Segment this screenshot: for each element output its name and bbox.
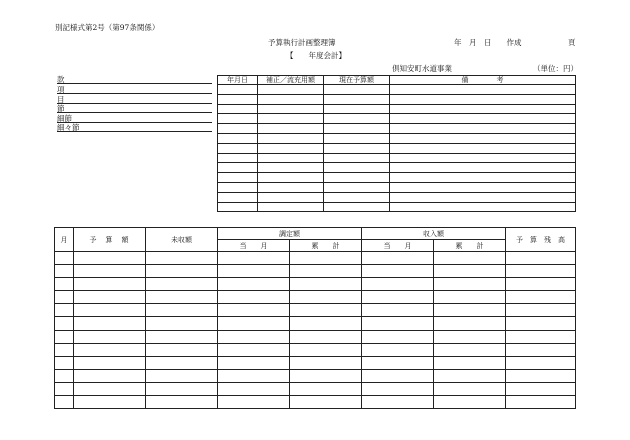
table-row	[218, 143, 576, 153]
table-row	[218, 153, 576, 163]
table-cell[interactable]	[218, 192, 258, 202]
table-cell[interactable]	[55, 304, 74, 317]
table-cell[interactable]	[146, 291, 218, 304]
table-cell[interactable]	[146, 278, 218, 291]
table-cell[interactable]	[218, 173, 258, 183]
table-cell[interactable]	[390, 133, 576, 143]
table-row	[218, 163, 576, 173]
assessed-current-month: 当 月	[218, 240, 290, 252]
table-cell[interactable]	[218, 114, 258, 124]
table-cell[interactable]	[146, 382, 218, 395]
table-cell[interactable]	[74, 356, 146, 369]
lower-header-row-1	[55, 228, 576, 240]
table-cell[interactable]	[434, 304, 506, 317]
document-title: 予算執行計画整理簿	[268, 38, 336, 47]
table-cell[interactable]	[74, 343, 146, 356]
received-current-month: 当 月	[362, 240, 434, 252]
table-cell[interactable]	[74, 317, 146, 330]
table-cell[interactable]	[258, 202, 324, 212]
col-adjustment: 補正／流充用額	[258, 76, 324, 85]
table-cell[interactable]	[390, 85, 576, 95]
table-row	[218, 85, 576, 95]
category-saisaisetsu: 細々節	[57, 123, 212, 132]
table-cell[interactable]	[324, 192, 390, 202]
table-cell[interactable]	[74, 265, 146, 278]
table-cell[interactable]	[258, 85, 324, 95]
table-cell[interactable]	[55, 291, 74, 304]
table-cell[interactable]	[324, 182, 390, 192]
table-cell[interactable]	[434, 291, 506, 304]
fiscal-account: 【 年度会計】	[286, 51, 346, 60]
table-cell[interactable]	[218, 317, 290, 330]
table-cell[interactable]	[218, 265, 290, 278]
table-cell[interactable]	[290, 369, 362, 382]
table-cell[interactable]	[74, 252, 146, 265]
table-cell[interactable]	[218, 382, 290, 395]
table-row	[218, 124, 576, 134]
upper-table	[217, 75, 576, 212]
col-received: 収入額	[362, 228, 506, 240]
table-cell[interactable]	[506, 291, 576, 304]
table-cell[interactable]	[506, 382, 576, 395]
table-cell[interactable]	[218, 278, 290, 291]
table-cell[interactable]	[390, 202, 576, 212]
col-uncollected: 未収額	[146, 228, 218, 252]
table-cell[interactable]	[146, 356, 218, 369]
table-cell[interactable]	[218, 304, 290, 317]
table-cell[interactable]	[324, 124, 390, 134]
table-cell[interactable]	[74, 278, 146, 291]
table-cell[interactable]	[218, 104, 258, 114]
table-cell[interactable]	[218, 356, 290, 369]
table-cell[interactable]	[146, 317, 218, 330]
table-cell[interactable]	[290, 304, 362, 317]
table-cell[interactable]	[390, 173, 576, 183]
table-cell[interactable]	[218, 85, 258, 95]
page-label: 頁	[568, 38, 576, 47]
table-cell[interactable]	[74, 291, 146, 304]
table-cell[interactable]	[258, 192, 324, 202]
table-cell[interactable]	[434, 278, 506, 291]
table-row	[55, 396, 576, 409]
table-cell[interactable]	[290, 252, 362, 265]
table-cell[interactable]	[362, 396, 434, 409]
table-cell[interactable]	[218, 396, 290, 409]
table-cell[interactable]	[258, 182, 324, 192]
table-row	[55, 291, 576, 304]
table-cell[interactable]	[506, 396, 576, 409]
table-cell[interactable]	[218, 153, 258, 163]
table-cell[interactable]	[390, 163, 576, 173]
table-cell[interactable]	[324, 163, 390, 173]
table-cell[interactable]	[146, 252, 218, 265]
table-row	[55, 369, 576, 382]
col-current-budget: 現在予算額	[324, 76, 390, 85]
table-cell[interactable]	[218, 124, 258, 134]
table-row	[218, 104, 576, 114]
table-cell[interactable]	[258, 104, 324, 114]
table-cell[interactable]	[362, 369, 434, 382]
table-cell[interactable]	[434, 382, 506, 395]
table-cell[interactable]	[74, 330, 146, 343]
table-cell[interactable]	[258, 163, 324, 173]
form-label: 別記様式第2号（第97条関係）	[55, 23, 160, 32]
category-kou: 項	[57, 85, 212, 94]
table-cell[interactable]	[362, 343, 434, 356]
table-cell[interactable]	[218, 369, 290, 382]
table-row	[55, 278, 576, 291]
table-cell[interactable]	[146, 343, 218, 356]
table-cell[interactable]	[146, 304, 218, 317]
table-row	[218, 133, 576, 143]
table-cell[interactable]	[506, 343, 576, 356]
table-cell[interactable]	[258, 173, 324, 183]
table-cell[interactable]	[390, 182, 576, 192]
table-row	[55, 382, 576, 395]
table-row	[218, 94, 576, 104]
table-cell[interactable]	[55, 252, 74, 265]
table-cell[interactable]	[324, 85, 390, 95]
table-cell[interactable]	[146, 330, 218, 343]
col-balance: 予 算 残 高	[506, 228, 576, 252]
table-cell[interactable]	[434, 356, 506, 369]
table-row	[55, 265, 576, 278]
col-date: 年月日	[218, 76, 258, 85]
table-cell[interactable]	[218, 163, 258, 173]
table-cell[interactable]	[434, 252, 506, 265]
table-cell[interactable]	[290, 265, 362, 278]
table-cell[interactable]	[324, 114, 390, 124]
table-cell[interactable]	[362, 291, 434, 304]
table-cell[interactable]	[55, 265, 74, 278]
assessed-cumulative: 累 計	[290, 240, 362, 252]
table-cell[interactable]	[362, 356, 434, 369]
table-cell[interactable]	[218, 291, 290, 304]
category-setsu: 節	[57, 104, 212, 113]
table-cell[interactable]	[218, 133, 258, 143]
table-row	[55, 343, 576, 356]
table-row	[55, 304, 576, 317]
table-cell[interactable]	[290, 343, 362, 356]
table-cell[interactable]	[290, 382, 362, 395]
table-row	[55, 252, 576, 265]
table-cell[interactable]	[218, 94, 258, 104]
table-cell[interactable]	[74, 304, 146, 317]
table-cell[interactable]	[362, 382, 434, 395]
table-cell[interactable]	[434, 343, 506, 356]
table-cell[interactable]	[434, 396, 506, 409]
table-cell[interactable]	[55, 396, 74, 409]
table-row	[218, 173, 576, 183]
table-row	[218, 202, 576, 212]
table-cell[interactable]	[55, 343, 74, 356]
table-cell[interactable]	[218, 143, 258, 153]
col-budget: 予 算 額	[74, 228, 146, 252]
table-row	[55, 317, 576, 330]
table-cell[interactable]	[74, 382, 146, 395]
date-line: 年 月 日 作成	[454, 38, 522, 47]
lower-table	[54, 227, 576, 409]
table-cell[interactable]	[506, 330, 576, 343]
table-cell[interactable]	[324, 173, 390, 183]
received-cumulative: 累 計	[434, 240, 506, 252]
table-cell[interactable]	[258, 133, 324, 143]
table-row	[218, 182, 576, 192]
table-row	[218, 192, 576, 202]
table-cell[interactable]	[506, 304, 576, 317]
table-cell[interactable]	[434, 330, 506, 343]
table-cell[interactable]	[74, 396, 146, 409]
category-moku: 目	[57, 95, 212, 104]
table-row	[55, 330, 576, 343]
table-cell[interactable]	[290, 278, 362, 291]
table-cell[interactable]	[290, 396, 362, 409]
table-cell[interactable]	[390, 114, 576, 124]
table-cell[interactable]	[506, 356, 576, 369]
table-cell[interactable]	[218, 252, 290, 265]
table-cell[interactable]	[258, 153, 324, 163]
table-cell[interactable]	[290, 317, 362, 330]
table-cell[interactable]	[362, 252, 434, 265]
table-cell[interactable]	[506, 252, 576, 265]
organization: 倶知安町水道事業	[392, 64, 452, 73]
table-cell[interactable]	[362, 278, 434, 291]
table-cell[interactable]	[506, 317, 576, 330]
table-cell[interactable]	[434, 369, 506, 382]
table-cell[interactable]	[324, 133, 390, 143]
table-cell[interactable]	[506, 265, 576, 278]
table-cell[interactable]	[290, 330, 362, 343]
upper-header-row	[218, 76, 576, 85]
table-cell[interactable]	[506, 278, 576, 291]
table-cell[interactable]	[324, 202, 390, 212]
table-cell[interactable]	[390, 104, 576, 114]
table-cell[interactable]	[218, 182, 258, 192]
table-cell[interactable]	[390, 153, 576, 163]
table-cell[interactable]	[146, 396, 218, 409]
table-cell[interactable]	[324, 104, 390, 114]
table-cell[interactable]	[218, 330, 290, 343]
table-cell[interactable]	[218, 343, 290, 356]
table-row	[55, 356, 576, 369]
col-remarks: 備 考	[390, 76, 576, 85]
category-kan: 款	[57, 75, 212, 84]
table-cell[interactable]	[362, 330, 434, 343]
unit-label: （単位：円）	[533, 64, 578, 73]
table-cell[interactable]	[258, 124, 324, 134]
table-cell[interactable]	[434, 317, 506, 330]
table-cell[interactable]	[55, 369, 74, 382]
table-cell[interactable]	[218, 202, 258, 212]
table-cell[interactable]	[258, 94, 324, 104]
table-cell[interactable]	[434, 265, 506, 278]
table-cell[interactable]	[146, 369, 218, 382]
table-cell[interactable]	[390, 124, 576, 134]
table-cell[interactable]	[55, 382, 74, 395]
table-cell[interactable]	[362, 304, 434, 317]
table-cell[interactable]	[324, 153, 390, 163]
table-row	[218, 114, 576, 124]
table-cell[interactable]	[55, 356, 74, 369]
category-saisetsu: 細節	[57, 114, 212, 123]
table-cell[interactable]	[55, 317, 74, 330]
table-cell[interactable]	[290, 291, 362, 304]
table-cell[interactable]	[55, 330, 74, 343]
table-cell[interactable]	[55, 278, 74, 291]
table-cell[interactable]	[506, 369, 576, 382]
table-cell[interactable]	[258, 143, 324, 153]
table-cell[interactable]	[74, 369, 146, 382]
table-cell[interactable]	[390, 94, 576, 104]
table-cell[interactable]	[362, 317, 434, 330]
col-assessed: 調定額	[218, 228, 362, 240]
table-cell[interactable]	[324, 94, 390, 104]
table-cell[interactable]	[390, 192, 576, 202]
col-month: 月	[55, 228, 74, 252]
table-cell[interactable]	[362, 265, 434, 278]
table-cell[interactable]	[146, 265, 218, 278]
table-cell[interactable]	[390, 143, 576, 153]
table-cell[interactable]	[258, 114, 324, 124]
table-cell[interactable]	[290, 356, 362, 369]
table-cell[interactable]	[324, 143, 390, 153]
